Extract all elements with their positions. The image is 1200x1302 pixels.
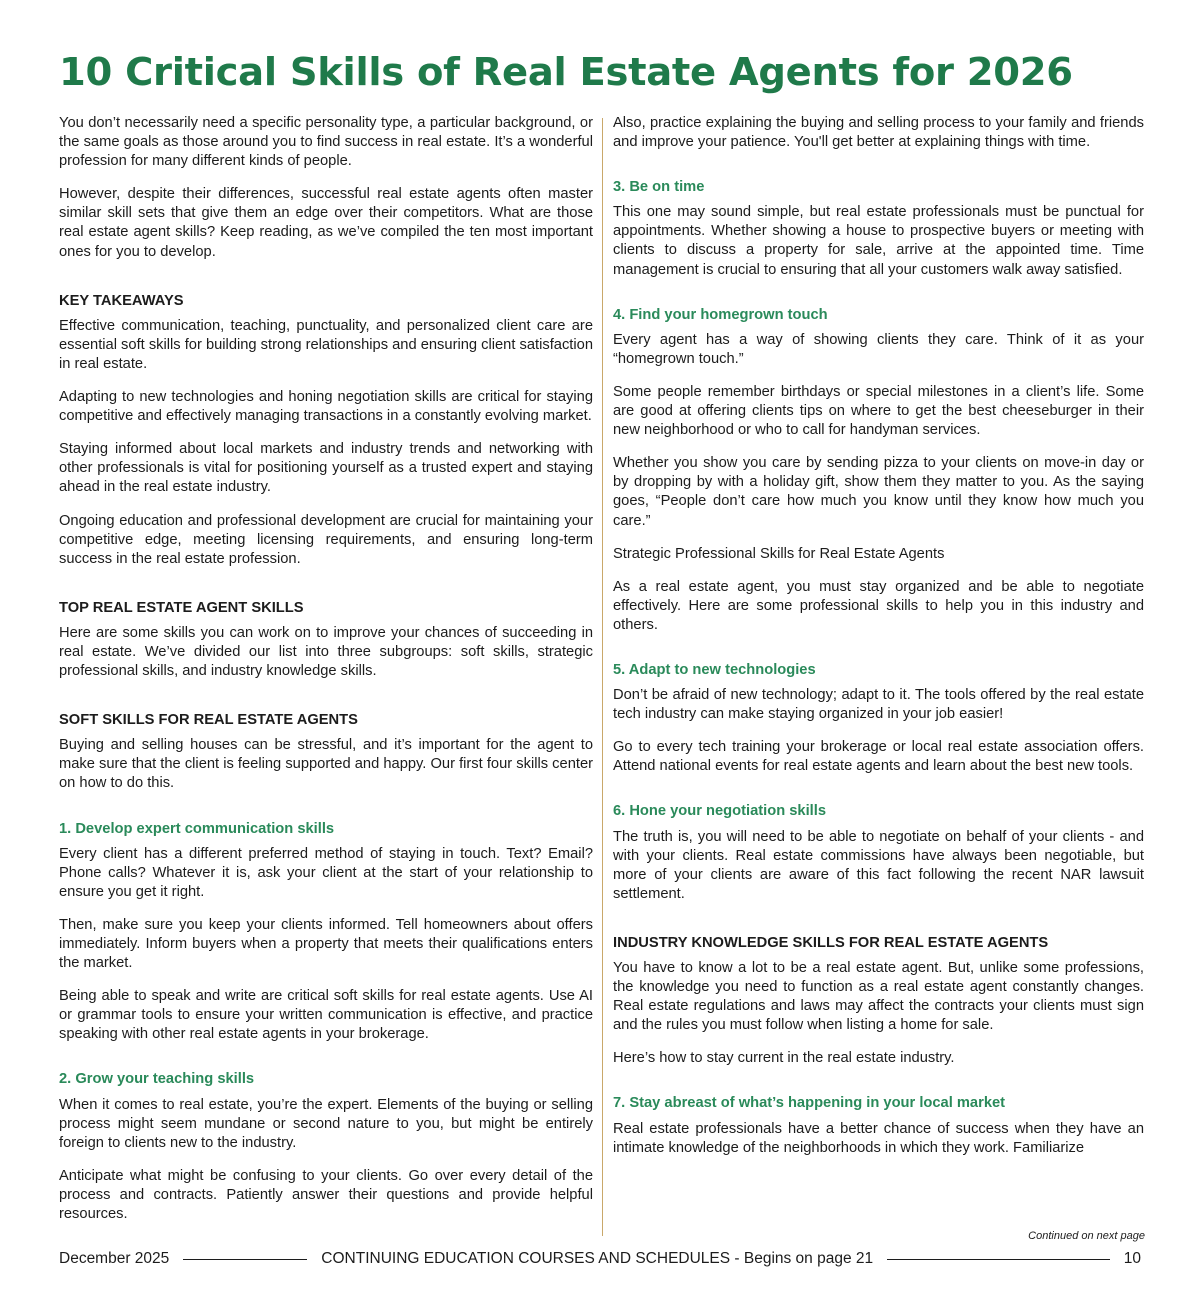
key-takeaways-heading: KEY TAKEAWAYS [59,292,184,309]
industry-paragraph-1: You have to know a lot to be a real estate agent. But, unlike some professions, the knowledge you need to function as a real estate agent constantly changes. Real estate regulations and laws may affect the contracts your clients must sign and the rules you must follow when listing a home for sale. [613,960,1144,1034]
skill-5-paragraph-2: Go to every tech training your brokerage or local real estate association offers. Attend national events for real estate agents and learn about the best new tools. [613,739,1144,775]
takeaway-2: Adapting to new technologies and honing negotiation skills are critical for staying competitive and effectively managing transactions in a constantly evolving market. [59,389,593,425]
skill-2-heading: 2. Grow your teaching skills [59,1071,255,1088]
skill-3-paragraph-1: This one may sound simple, but real estate professionals must be punctual for appointments. Whether showing a house to prospective buyers or meeting with clients to discuss a property for sale, arrive at the appointed time. Time management is crucial to ensuring that all your customers walk away satisfied. [613,204,1144,278]
skill-1-paragraph-2: Then, make sure you keep your clients informed. Tell homeowners about offers immediately. Inform buyers when a property that meets their qualifications enters the market. [59,916,593,972]
skill-1-paragraph-3: Being able to speak and write are critical soft skills for real estate agents. Use AI or grammar tools to ensure your written communication is effective, and practice speaking with other real estate agents in your brokerage. [59,988,593,1043]
footer-page-number: 10 [1123,1250,1141,1267]
page-footer [59,1248,1141,1270]
skill-4-heading: 4. Find your homegrown touch [613,306,828,323]
skill-2-paragraph-3: Also, practice explaining the buying and selling process to your family and friends and improve your patience. You'll get better at explaining things with time. [613,115,1144,151]
top-skills-heading: TOP REAL ESTATE AGENT SKILLS [59,599,304,616]
industry-paragraph-2: Here’s how to stay current in the real estate industry. [613,1050,955,1067]
skill-5-paragraph-1: Don’t be afraid of new technology; adapt to it. The tools offered by the real estate tech industry can make staying organized in your job easier! [613,687,1144,723]
right-column [613,114,1144,1172]
skill-3-heading: 3. Be on time [613,179,705,196]
skill-1-paragraph-1: Every client has a different preferred method of staying in touch. Text? Email? Phone calls? Whatever it is, ask your client at the start of your relationship to ensure you get it right. [59,845,593,900]
skill-2-paragraph-1: When it comes to real estate, you’re the expert. Elements of the buying or selling process might seem mundane or second nature to you, but might be entirely foreign to clients new to the industry. [59,1096,593,1151]
skill-6-heading: 6. Hone your negotiation skills [613,803,827,820]
footer-rule-right [887,1259,1110,1260]
skill-1-heading: 1. Develop expert communication skills [59,820,335,837]
soft-skills-heading: SOFT SKILLS FOR REAL ESTATE AGENTS [59,712,358,729]
skill-4-paragraph-1: Every agent has a way of showing clients they care. Think of it as your “homegrown touch.” [613,331,1144,367]
top-skills-paragraph: Here are some skills you can work on to improve your chances of succeeding in real estate. We’ve divided our list into three subgroups: soft skills, strategic professional skills, and industry knowledge skills. [59,624,593,680]
continued-note: Continued on next page [1028,1230,1145,1242]
footer-center-text: CONTINUING EDUCATION COURSES AND SCHEDULES - Begins on page 21 [321,1250,874,1267]
intro-paragraph-2: However, despite their differences, successful real estate agents often master similar skill sets that give them an edge over their competitors. What are those real estate agent skills? Keep reading, as we’ve compiled the ten most important ones for you to develop. [59,186,593,260]
page-title: 10 Critical Skills of Real Estate Agents for 2026 [59,50,1073,95]
soft-skills-paragraph: Buying and selling houses can be stressful, and it’s important for the agent to make sure that the client is feeling supported and happy. Our first four skills center on how to do this. [59,737,593,792]
skill-6-paragraph-1: The truth is, you will need to be able to negotiate on behalf of your clients - and with your clients. Real estate commissions have always been negotiable, but more of your clients are aware of this fact following the recent NAR lawsuit settlement. [613,828,1144,902]
takeaway-4: Ongoing education and professional development are crucial for maintaining your competitive edge, meeting licensing requirements, and ensuring long-term success in the real estate profession. [59,512,593,567]
skill-5-heading: 5. Adapt to new technologies [613,661,816,678]
footer-rule-left [183,1259,307,1260]
skill-7-heading: 7. Stay abreast of what’s happening in your local market [613,1095,1006,1112]
skill-7-paragraph-1: Real estate professionals have a better chance of success when they have an intimate knowledge of the neighborhoods in which they work. Familiarize [613,1120,1144,1156]
industry-skills-heading: INDUSTRY KNOWLEDGE SKILLS FOR REAL ESTATE AGENTS [613,934,1049,951]
strategic-skills-heading: Strategic Professional Skills for Real Estate Agents [613,545,945,562]
skill-2-paragraph-2: Anticipate what might be confusing to your clients. Go over every detail of the process and contracts. Patiently answer their questions and provide helpful resources. [59,1167,593,1223]
footer-date: December 2025 [59,1250,170,1267]
intro-paragraph-1: You don’t necessarily need a specific personality type, a particular background, or the same goals as those around you to find success in real estate. It’s a wonderful profession for many different kinds of people. [59,115,593,170]
takeaway-3: Staying informed about local markets and industry trends and networking with other professionals is vital for positioning yourself as a trusted expert and staying ahead in the real estate industry. [59,441,593,496]
takeaway-1: Effective communication, teaching, punctuality, and personalized client care are essential soft skills for building strong relationships and ensuring client satisfaction in real estate. [59,317,593,372]
column-divider [602,118,603,1236]
skill-4-paragraph-3: Whether you show you care by sending pizza to your clients on move-in day or by dropping by with a holiday gift, show them they matter to you. As the saying goes, “People don’t care how much you know until they know how much you care.” [613,455,1144,529]
strategic-skills-paragraph: As a real estate agent, you must stay organized and be able to negotiate effectively. Here are some professional skills to help you in this industry and others. [613,578,1144,633]
left-column [59,114,593,1238]
skill-4-paragraph-2: Some people remember birthdays or special milestones in a client’s life. Some are good at offering clients tips on where to get the best cheeseburger in their new neighborhood or who to call for handyman services. [613,383,1144,439]
